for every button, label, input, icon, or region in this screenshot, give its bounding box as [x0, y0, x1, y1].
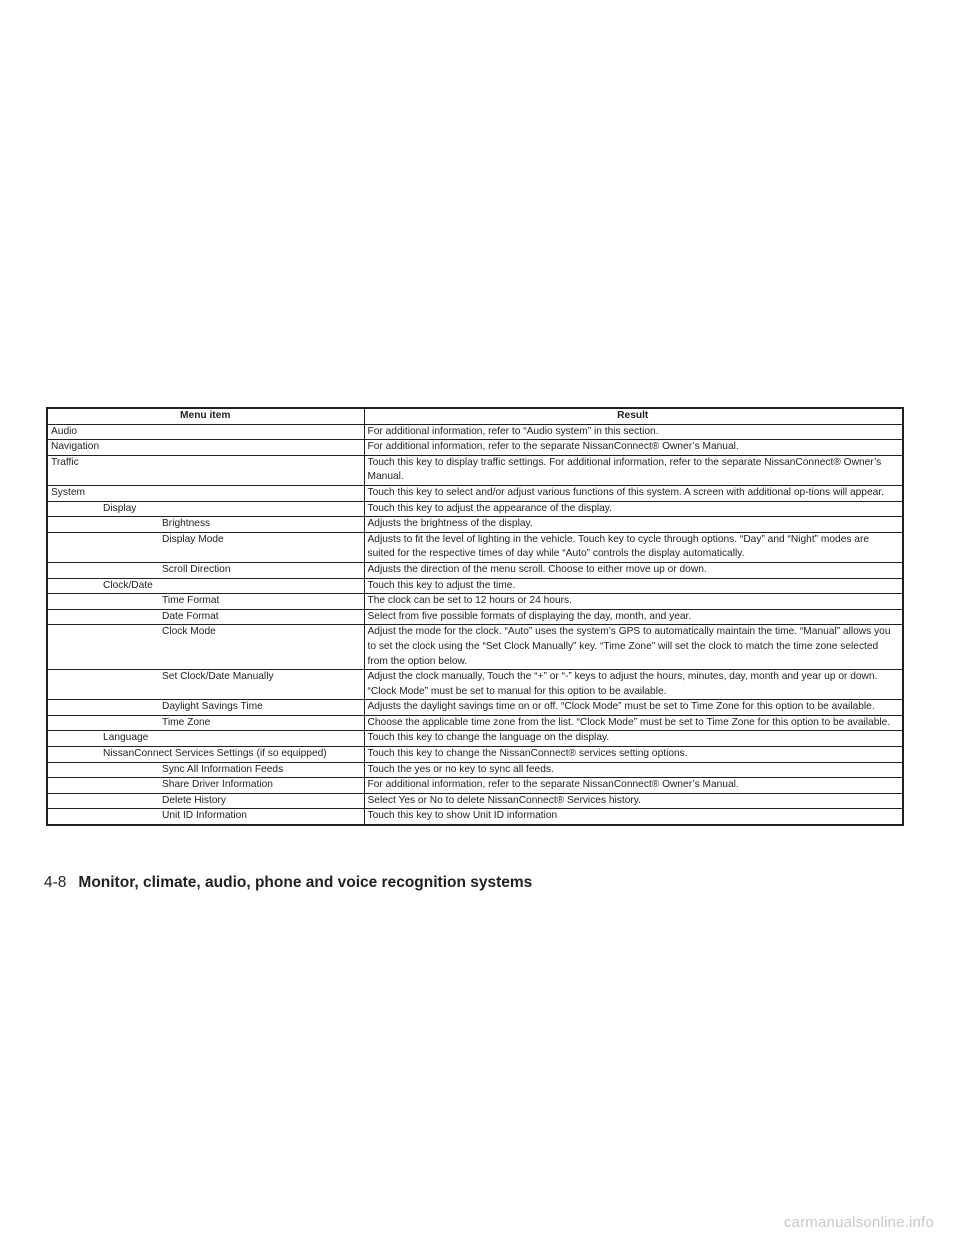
result-cell: For additional information, refer to the separate NissanConnect® Owner’s Manual.	[364, 778, 903, 794]
menu-item-cell: Clock/Date	[47, 578, 364, 594]
table-row	[47, 455, 903, 485]
menu-item-cell: Audio	[47, 424, 364, 440]
table-row	[47, 670, 903, 700]
table-row	[47, 609, 903, 625]
menu-item-cell: Brightness	[47, 517, 364, 533]
table-row	[47, 517, 903, 533]
table-body	[47, 424, 903, 825]
menu-item-cell: System	[47, 485, 364, 501]
menu-item-cell: Share Driver Information	[47, 778, 364, 794]
menu-item-cell: Time Format	[47, 594, 364, 610]
result-cell: Touch this key to change the NissanConnect® services setting options.	[364, 747, 903, 763]
table-row	[47, 625, 903, 670]
menu-item-cell: Sync All Information Feeds	[47, 762, 364, 778]
menu-item-cell: Daylight Savings Time	[47, 700, 364, 716]
result-cell: Adjusts the direction of the menu scroll. Choose to either move up or down.	[364, 562, 903, 578]
table-row	[47, 715, 903, 731]
table-row	[47, 793, 903, 809]
menu-settings-table	[46, 407, 904, 826]
table-row	[47, 594, 903, 610]
menu-item-cell: NissanConnect Services Settings (if so equipped)	[47, 747, 364, 763]
result-cell: Select from five possible formats of displaying the day, month, and year.	[364, 609, 903, 625]
result-cell: Choose the applicable time zone from the list. “Clock Mode” must be set to Time Zone for this option to be available.	[364, 715, 903, 731]
result-cell: Select Yes or No to delete NissanConnect® Services history.	[364, 793, 903, 809]
result-cell: Adjust the clock manually, Touch the “+” or “-” keys to adjust the hours, minutes, day, month and year up or down. “Clock Mode” must be set to manual for this option to be available.	[364, 670, 903, 700]
table-row	[47, 440, 903, 456]
result-cell: Adjust the mode for the clock. “Auto” uses the system’s GPS to automatically maintain the time. “Manual” allows you to set the clock using the “Set Clock Manually” key. “Time Zone” will set the clock to match the time zone selected from the option below.	[364, 625, 903, 670]
menu-item-cell: Traffic	[47, 455, 364, 485]
result-cell: Adjusts to fit the level of lighting in the vehicle. Touch key to cycle through options. “Day” and “Night” modes are suited for the respective times of day while “Auto” controls the display automatically.	[364, 532, 903, 562]
menu-item-cell: Display	[47, 501, 364, 517]
result-cell: Touch this key to adjust the appearance of the display.	[364, 501, 903, 517]
result-cell: Touch this key to adjust the time.	[364, 578, 903, 594]
page-number: 4-8	[44, 874, 67, 891]
table-row	[47, 424, 903, 440]
result-cell: Touch the yes or no key to sync all feeds.	[364, 762, 903, 778]
table-row	[47, 809, 903, 825]
table-row	[47, 578, 903, 594]
header-result: Result	[364, 408, 903, 424]
table-row	[47, 778, 903, 794]
table-row	[47, 731, 903, 747]
page-footer	[44, 874, 532, 892]
menu-item-cell: Unit ID Information	[47, 809, 364, 825]
menu-item-cell: Scroll Direction	[47, 562, 364, 578]
menu-item-cell: Display Mode	[47, 532, 364, 562]
result-cell: For additional information, refer to “Audio system” in this section.	[364, 424, 903, 440]
table-row	[47, 762, 903, 778]
result-cell: The clock can be set to 12 hours or 24 hours.	[364, 594, 903, 610]
menu-item-cell: Navigation	[47, 440, 364, 456]
result-cell: Touch this key to select and/or adjust various functions of this system. A screen with additional op-tions will appear.	[364, 485, 903, 501]
table-row	[47, 562, 903, 578]
result-cell: Adjusts the brightness of the display.	[364, 517, 903, 533]
result-cell: For additional information, refer to the separate NissanConnect® Owner’s Manual.	[364, 440, 903, 456]
header-menu-item: Menu item	[47, 408, 364, 424]
table-row	[47, 532, 903, 562]
menu-item-cell: Language	[47, 731, 364, 747]
menu-item-cell: Delete History	[47, 793, 364, 809]
result-cell: Touch this key to show Unit ID information	[364, 809, 903, 825]
table-row	[47, 747, 903, 763]
result-cell: Touch this key to display traffic settings. For additional information, refer to the separate NissanConnect® Owner’s Manual.	[364, 455, 903, 485]
table-row	[47, 485, 903, 501]
section-title: Monitor, climate, audio, phone and voice recognition systems	[78, 874, 533, 891]
table-row	[47, 700, 903, 716]
menu-item-cell: Date Format	[47, 609, 364, 625]
result-cell: Touch this key to change the language on the display.	[364, 731, 903, 747]
result-cell: Adjusts the daylight savings time on or off. “Clock Mode” must be set to Time Zone for this option to be available.	[364, 700, 903, 716]
table-header-row	[47, 408, 903, 424]
menu-item-cell: Time Zone	[47, 715, 364, 731]
menu-item-cell: Clock Mode	[47, 625, 364, 670]
menu-item-cell: Set Clock/Date Manually	[47, 670, 364, 700]
table-row	[47, 501, 903, 517]
watermark: carmanualsonline.info	[783, 1214, 934, 1231]
